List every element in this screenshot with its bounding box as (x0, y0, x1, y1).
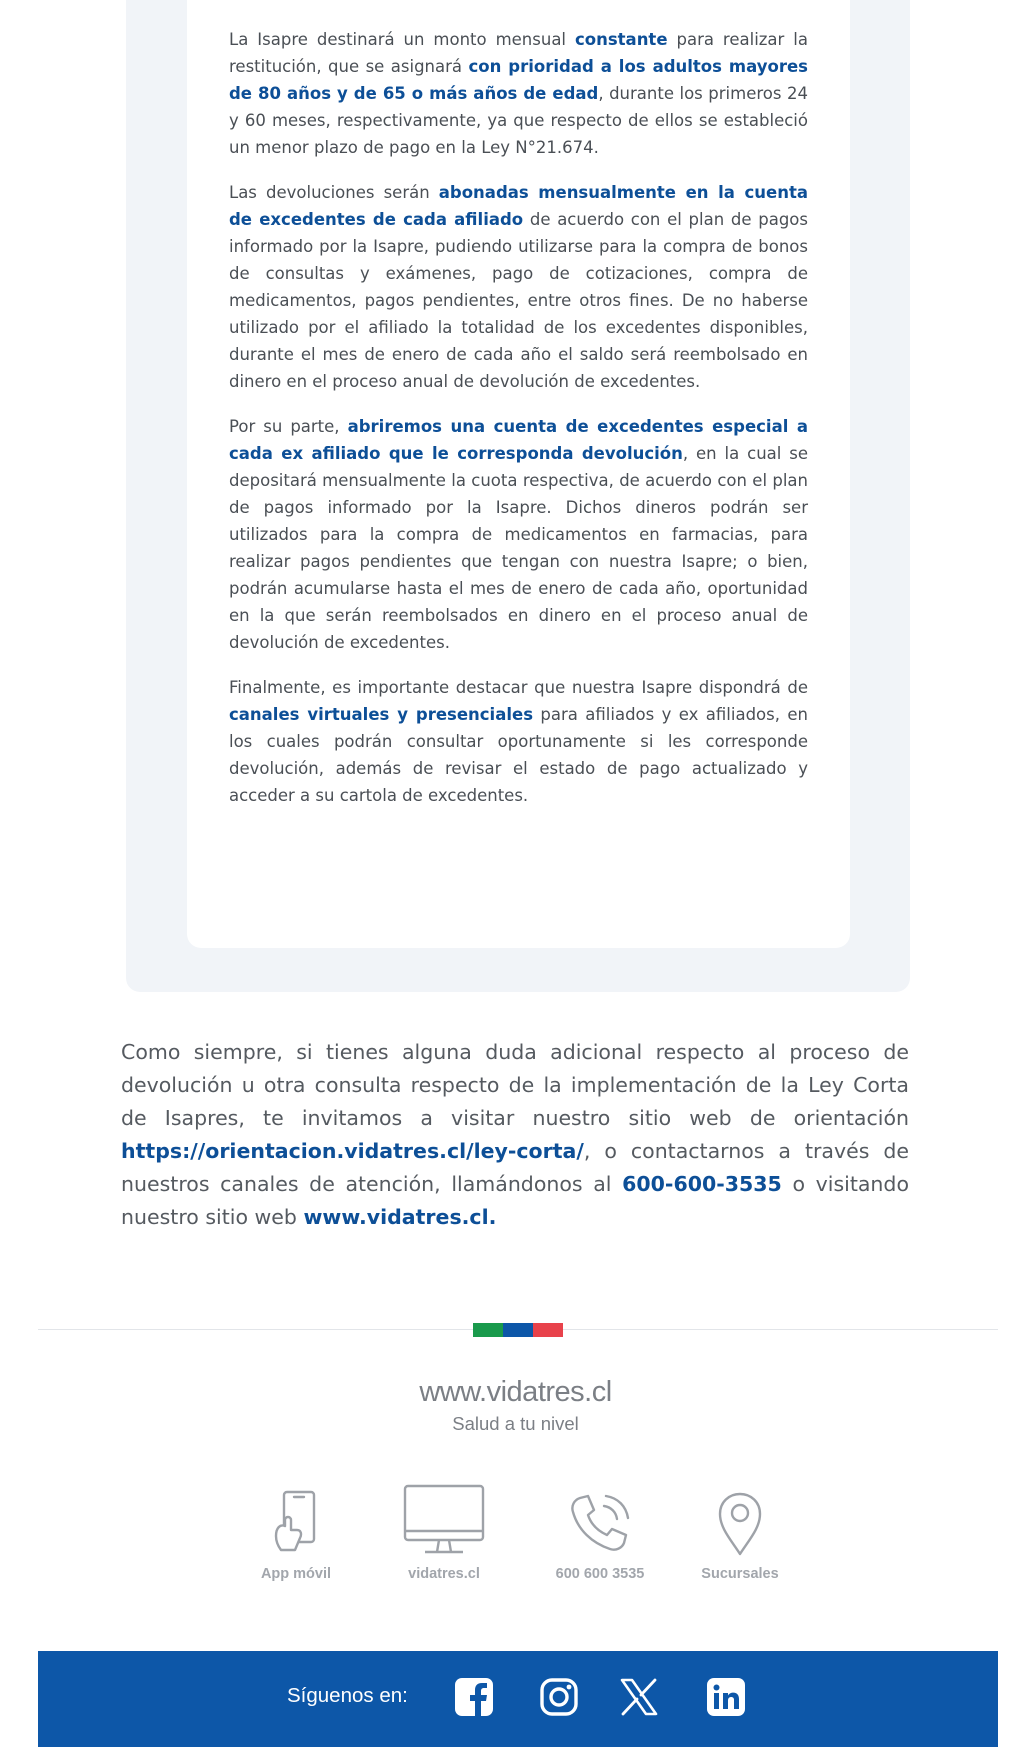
flag-blue (503, 1323, 533, 1337)
desktop-monitor-icon (403, 1484, 485, 1556)
highlight-channels: canales virtuales y presenciales (229, 705, 534, 724)
channel-app[interactable] (246, 1478, 346, 1582)
phone-link[interactable]: 600-600-3535 (622, 1172, 782, 1196)
flag-green (473, 1323, 503, 1337)
x-icon[interactable] (619, 1677, 659, 1717)
location-pin-icon (717, 1492, 763, 1556)
closing-paragraph: Como siempre, si tienes alguna duda adicional respecto al proceso de devolución u otra consulta respecto de la implementación de la Ley Corta de Isapres, te invitamos a visitar nuestro sitio web de orientación https://orientacion.vidatres.cl/ley-corta/, o contactarnos a través de nuestros canales de atención, llamándonos al 600-600-3535 o visitando nuestro sitio web www.vidatres.cl. (121, 1040, 909, 1229)
highlight-special-account: abriremos una cuenta de excedentes especial a cada ex afiliado que le corresponda devolución (229, 417, 809, 463)
channel-phone-label: 600 600 3535 (555, 1566, 645, 1582)
facebook-icon[interactable] (454, 1677, 494, 1717)
highlight-priority: con prioridad a los adultos mayores de 80 años y de 65 o más años de edad (229, 57, 808, 103)
social-bar (38, 1651, 998, 1747)
highlight-monthly-deposit: abonadas mensualmente en la cuenta de excedentes de cada afiliado (229, 183, 808, 229)
card-body (229, 26, 808, 827)
paragraph-ex-affiliates: Por su parte, abriremos una cuenta de excedentes especial a cada ex afiliado que le corresponda devolución, en la cual se depositará mensualmente la cuota respectiva, de acuerdo con el plan de pagos informado por la Isapre. Dichos dineros podrán ser utilizados para la compra de medicamentos en farmacias, para realizar pagos pendientes que tengan con nuestra Isapre; o bien, podrán acumularse hasta el mes de enero de cada año, oportunidad en la que serán reembolsados en dinero en el proceso anual de devolución de excedentes. (229, 417, 809, 652)
channel-app-label: App móvil (260, 1566, 332, 1582)
channel-web[interactable] (394, 1478, 494, 1582)
orientation-link[interactable]: https://orientacion.vidatres.cl/ley-corta/ (121, 1139, 584, 1163)
channel-branches[interactable] (690, 1478, 790, 1582)
channel-web-label: vidatres.cl (408, 1566, 480, 1582)
paragraph-refund-deposit: Las devoluciones serán abonadas mensualmente en la cuenta de excedentes de cada afiliado de acuerdo con el plan de pagos informado por la Isapre, pudiendo utilizarse para la compra de bonos de consultas y exámenes, pago de cotizaciones, compra de medicamentos, pagos pendientes, entre otros fines. De no haberse utilizado por el afiliado la totalidad de los excedentes disponibles, durante el mes de enero de cada año el saldo será reembolsado en dinero en el proceso anual de devolución de excedentes. (229, 183, 808, 391)
channel-branches-label: Sucursales (701, 1566, 779, 1582)
highlight-constant: constante (574, 30, 668, 49)
brand-tagline: Salud a tu nivel (452, 1413, 579, 1434)
website-link[interactable]: www.vidatres.cl. (303, 1205, 497, 1229)
follow-label: Síguenos en: (287, 1684, 408, 1707)
paragraph-channels: Finalmente, es importante destacar que nuestra Isapre dispondrá de canales virtuales y presenciales para afiliados y ex afiliados, en los cuales podrán consultar oportunamente si les corresponde devolución, además de revisar el estado de pago actualizado y acceder a su cartola de excedentes. (229, 678, 808, 805)
channel-phone[interactable] (540, 1478, 660, 1582)
flag-stripe (473, 1323, 563, 1337)
linkedin-icon[interactable] (706, 1677, 746, 1717)
flag-red (533, 1323, 563, 1337)
paragraph-monthly-amount: La Isapre destinará un monto mensual constante para realizar la restitución, que se asignará con prioridad a los adultos mayores de 80 años y de 65 o más años de edad, durante los primeros 24 y 60 meses, respectivamente, ya que respecto de ellos se estableció un menor plazo de pago en la Ley N°21.674. (229, 30, 808, 157)
instagram-icon[interactable] (539, 1677, 579, 1717)
brand-url[interactable]: www.vidatres.cl (419, 1376, 612, 1408)
mobile-phone-icon (272, 1490, 320, 1556)
phone-call-icon (568, 1490, 632, 1556)
